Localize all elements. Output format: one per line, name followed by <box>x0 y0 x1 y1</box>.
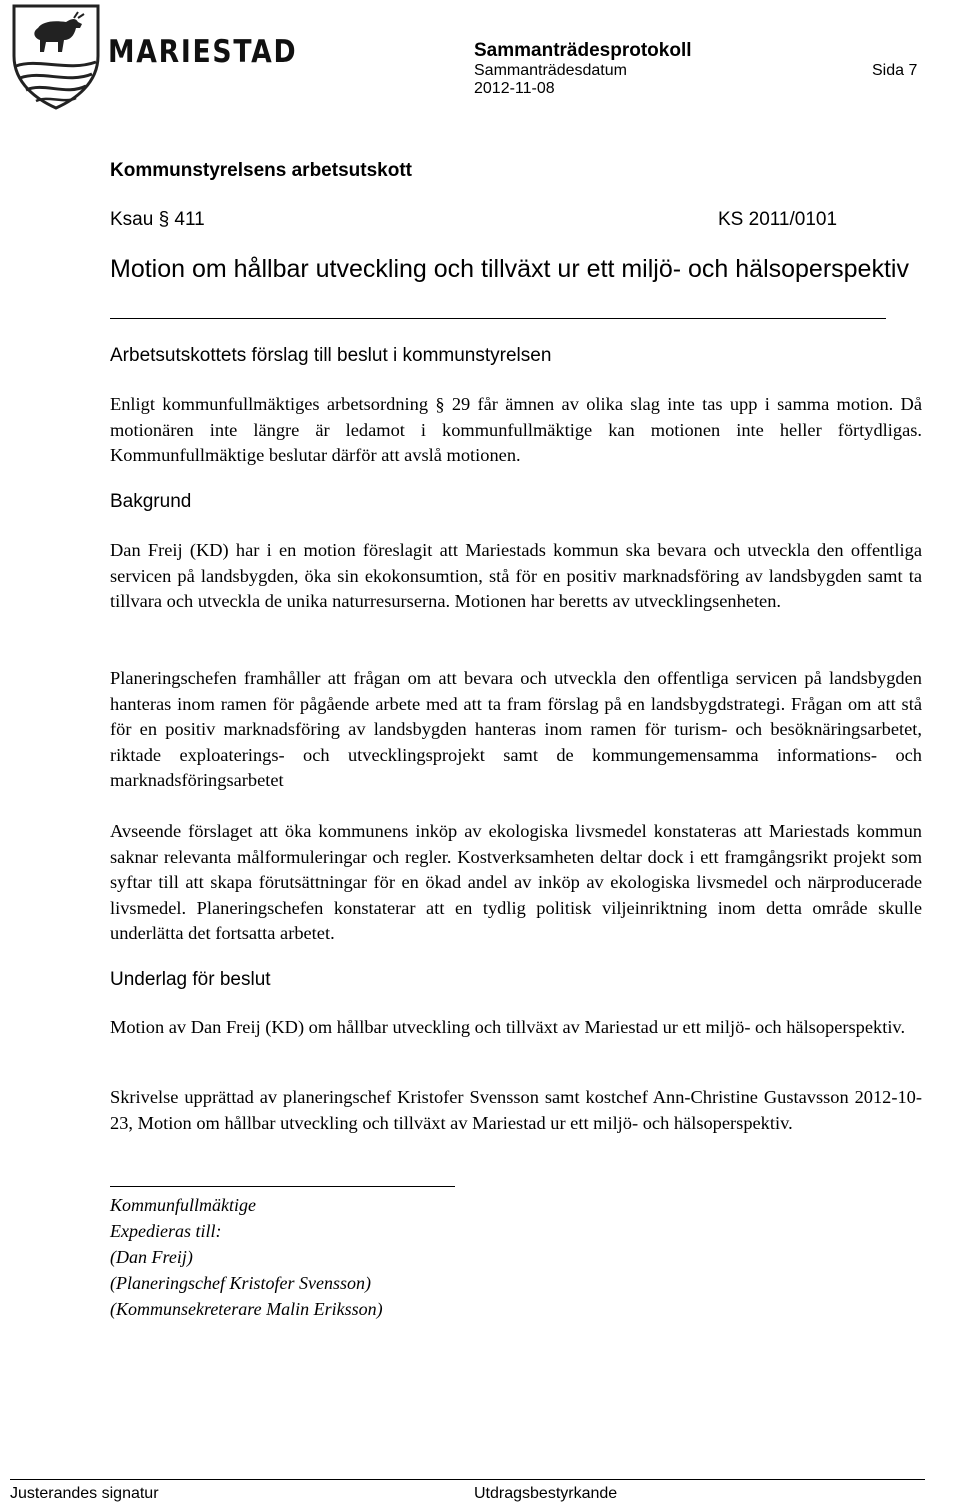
coat-of-arms-logo <box>8 0 103 112</box>
background-heading: Bakgrund <box>110 491 192 512</box>
document-item-2: Skrivelse upprättad av planeringschef Kristofer Svensson samt kostchef Ann-Christine Gustavsson 2012-10-23, Motion om hållbar utveckling och tillväxt av Mariestad ur ett miljö- och hälsoperspektiv. <box>110 1087 922 1133</box>
background-paragraph-2: Planeringschefen framhåller att frågan om att bevara och utveckla den offentliga servicen på landsbygden hanteras inom ramen för pågående arbete med att ta fram förslag på en landsbygdstrategi. Frågan om att stå för en positiv marknadsföring av landsbygden hanteras inom ramen för turism- och besöknäringsarbetet, riktade exploaterings- och utvecklingsprojekt samt de kommungemensamma informations- och marknadsföringsarbetet <box>110 668 922 790</box>
documents-heading: Underlag för beslut <box>110 969 271 990</box>
distribution-line: Expedieras till: <box>110 1221 222 1241</box>
distribution-line: (Dan Freij) <box>110 1247 193 1267</box>
background-paragraph-1: Dan Freij (KD) har i en motion föreslagit att Mariestads kommun ska bevara och utveckla den offentliga servicen på landsbygden, öka sin ekokonsumtion, stå för en positiv marknadsföring av landsbygden samt ta tillvara och utveckla de unika naturresurserna. Motionen har beretts av utvecklingsenheten. <box>110 540 922 611</box>
page-number: Sida 7 <box>872 62 918 79</box>
committee-name: Kommunstyrelsens arbetsutskott <box>110 160 412 181</box>
case-number: KS 2011/0101 <box>718 209 838 230</box>
document-item-1: Motion av Dan Freij (KD) om hållbar utveckling och tillväxt av Mariestad ur ett miljö- och hälsoperspektiv. <box>110 1017 906 1037</box>
document-type: Sammanträdesprotokoll <box>474 40 692 61</box>
footer-divider <box>10 1479 925 1480</box>
certification-label: Utdragsbestyrkande <box>474 1485 618 1502</box>
background-paragraph-3: Avseende förslaget att öka kommunens inköp av ekologiska livsmedel konstateras att Mariestads kommun saknar relevanta målformuleringar och regler. Kostverksamheten deltar dock i ett framgångsrikt projekt som syftar till att skapa förutsättningar för en ökad andel av inköp av ekologiska livsmedel och närproducerade livsmedel. Planeringschefen konstaterar att en tydlig politisk viljeinriktning inom detta område skulle underlätta det fortsatta arbetet. <box>110 821 922 943</box>
case-title: Motion om hållbar utveckling och tillväxt ur ett miljö- och hälsoperspektiv <box>110 255 909 283</box>
signature-label: Justerandes signatur <box>10 1485 159 1502</box>
distribution-line: Kommunfullmäktige <box>110 1195 256 1215</box>
ox-shield-icon <box>8 0 103 112</box>
distribution-divider <box>110 1186 455 1187</box>
distribution-line: (Kommunsekreterare Malin Eriksson) <box>110 1299 383 1319</box>
proposal-text: Enligt kommunfullmäktiges arbetsordning § 29 får ämnen av olika slag inte tas upp i samma motion. Då motionären inte längre är ledamot i kommunfullmäktige kan motionen inte heller förtydligas. Kommunfullmäktige beslutar därför att avslå motionen. <box>110 394 922 465</box>
municipality-wordmark: MARIESTAD <box>108 34 298 70</box>
distribution-line: (Planeringschef Kristofer Svensson) <box>110 1273 371 1293</box>
case-section: Ksau § 411 <box>110 209 205 230</box>
proposal-heading: Arbetsutskottets förslag till beslut i kommunstyrelsen <box>110 345 552 366</box>
meeting-date: 2012-11-08 <box>474 80 555 97</box>
meeting-date-label: Sammanträdesdatum <box>474 62 627 79</box>
title-divider <box>110 318 886 319</box>
